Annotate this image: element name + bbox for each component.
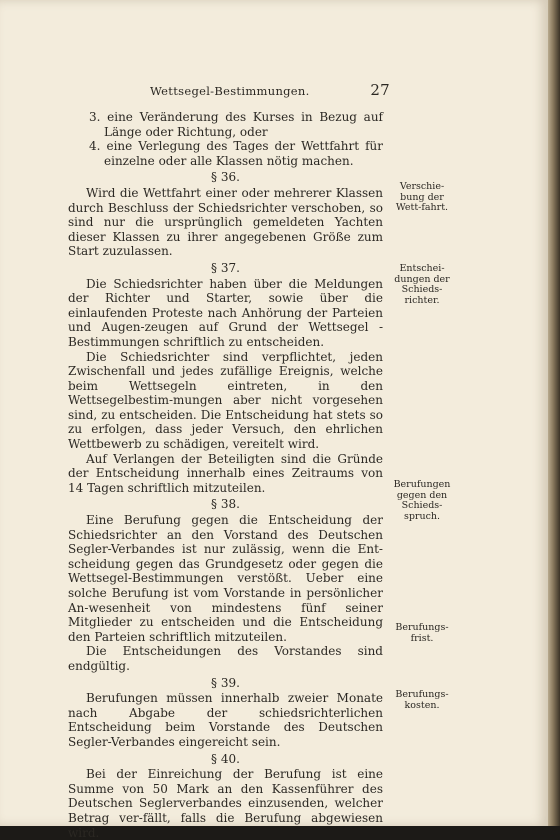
section-heading: § 38. (211, 497, 240, 512)
paragraph: Die Schiedsrichter haben über die Meldungen der Richter und Starter, sowie über die einlaufenden Proteste nach Anhörung der Parteien und Augen-zeugen auf Grund der Wettsegel - Bestimmungen schriftlich zu entscheiden. (68, 276, 383, 349)
section-heading: § 36. (211, 170, 240, 185)
paragraph: Auf Verlangen der Beteiligten sind die Gründe der Entscheidung innerhalb eines Zeitraums von 14 Tagen schriftlich mitzuteilen. (68, 451, 383, 495)
running-title: Wettsegel-Bestimmungen. (150, 84, 310, 98)
book-spine (548, 0, 560, 826)
margin-note: Berufungen gegen den Schieds-spruch. (393, 479, 451, 522)
margin-note: Entschei-dungen der Schieds-richter. (394, 263, 450, 306)
list-item: 4. eine Verlegung des Tages der Wettfahrt für einzelne oder alle Klassen nötig machen. (89, 139, 383, 168)
section-heading: § 40. (211, 751, 240, 766)
list-item: 3. eine Veränderung des Kurses in Bezug auf Länge oder Richtung, oder (89, 110, 383, 139)
main-text (68, 110, 383, 840)
paragraph: Die Schiedsrichter sind verpflichtet, jeden Zwischenfall und jedes zufällige Ereignis, welche beim Wettsegeln eintreten, in den Wettsegelbestim-mungen aber nicht vorgesehen sind, zu entscheiden. Die Entscheidung hat stets so zu erfolgen, dass jeder Versuch, den ehrlichen Wettbewerb zu schädigen, vereitelt wird. (68, 349, 383, 452)
section-heading: § 39. (211, 675, 240, 690)
margin-note: Berufungs-kosten. (395, 689, 449, 711)
page-number: 27 (370, 81, 390, 99)
running-header (150, 81, 390, 99)
paragraph: Bei der Einreichung der Berufung ist eine Summe von 50 Mark an den Kassenführer des Deutschen Seglerverbandes einzusenden, welcher Betrag ver-fällt, falls die Berufung abgewiesen wird. (68, 767, 383, 840)
paragraph: Wird die Wettfahrt einer oder mehrerer Klassen durch Beschluss der Schiedsrichter verschoben, so sind nur die ursprünglich gemeldeten Yachten dieser Klassen zu ihrer angegebenen Größe zum Start zuzulassen. (68, 185, 383, 259)
paragraph: Die Entscheidungen des Vorstandes sind endgültig. (68, 644, 383, 673)
paragraph: Berufungen müssen innerhalb zweier Monate nach Abgabe der schiedsrichterlichen Entscheidung beim Vorstande des Deutschen Segler-Verbandes eingereicht sein. (68, 691, 383, 749)
paragraph: Eine Berufung gegen die Entscheidung der Schiedsrichter an den Vorstand des Deutschen Segler-Verbandes ist nur zulässig, wenn die Ent-scheidung gegen das Grundgesetz oder gegen die Wettsegel-Bestimmungen verstößt. Ueber eine solche Berufung ist vom Vorstande in persönlicher An-wesenheit von mindestens fünf seiner Mitglieder zu entscheiden und die Entscheidung den Parteien schriftlich mitzuteilen. (68, 513, 383, 644)
margin-note: Verschie-bung der Wett-fahrt. (395, 181, 449, 213)
margin-note: Berufungs-frist. (395, 622, 449, 644)
section-heading: § 37. (211, 260, 240, 275)
